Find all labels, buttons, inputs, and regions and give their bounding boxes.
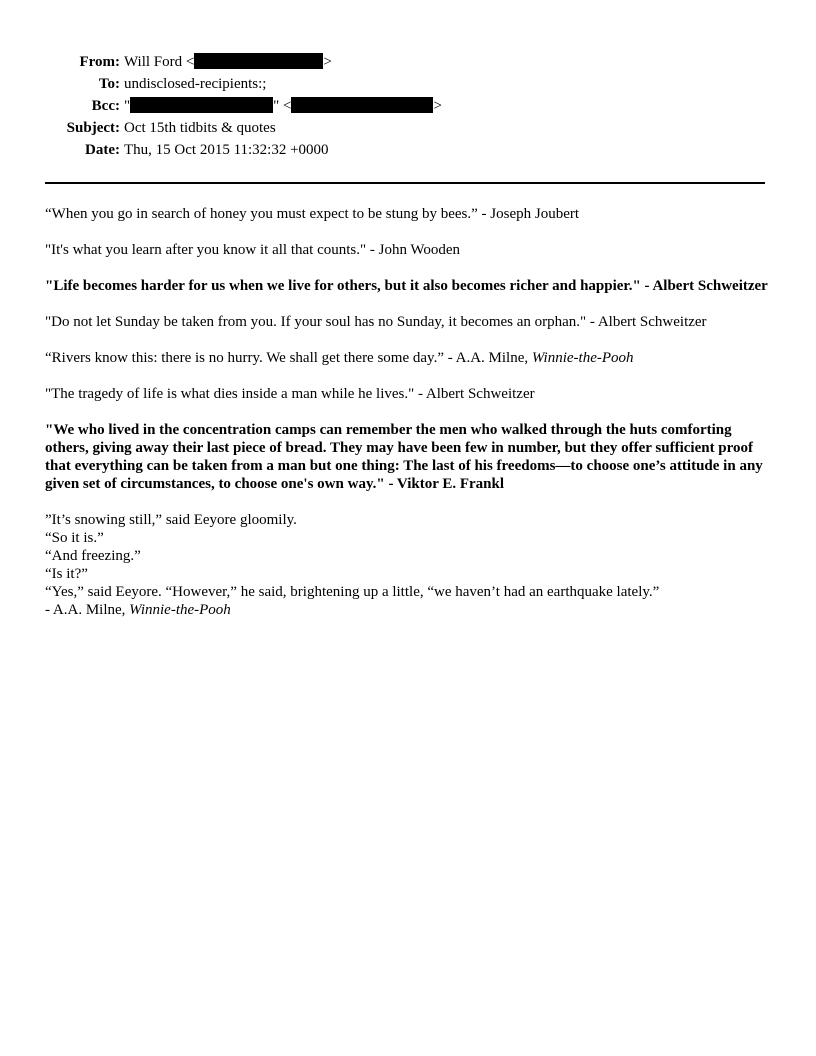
bcc-value: [124, 97, 442, 115]
email-headers: [45, 53, 442, 163]
date-value: Thu, 15 Oct 2015 11:32:32 +0000: [124, 142, 329, 158]
book-title: Winnie-the-Pooh: [129, 602, 231, 618]
book-title: Winnie-the-Pooh: [531, 350, 634, 366]
subject-value: Oct 15th tidbits & quotes: [124, 120, 276, 136]
dialogue-attribution: [45, 601, 770, 619]
quote-schweitzer-tragedy: "The tragedy of life is what dies inside a man while he lives." - Albert Schweitzer: [45, 386, 535, 402]
dialogue-line: “And freezing.”: [45, 548, 141, 564]
dialogue-attribution-text: - A.A. Milne,: [45, 602, 130, 618]
date-row: [45, 141, 442, 163]
quote-frankl: "We who lived in the concentration camps can remember the men who walked through the huts comforting others, giving away their last piece of bread. They may have been few in number, but they offer sufficient proof that everything can be taken from a man but one thing: The last of his freedoms—to choose one’s attitude in any given set of circumstances, to choose one's own way." - Viktor E. Frankl: [45, 422, 763, 492]
dialogue-line: “So it is.”: [45, 530, 104, 546]
redacted-name-block: [130, 97, 273, 113]
quote-milne-rivers: [45, 349, 770, 367]
bcc-row: [45, 97, 442, 119]
quote-wooden: "It's what you learn after you know it all that counts." - John Wooden: [45, 242, 461, 258]
dialogue-line: ”It’s snowing still,” said Eeyore gloomily.: [45, 512, 297, 528]
quote-milne-rivers-text: “Rivers know this: there is no hurry. We shall get there some day.” - A.A. Milne,: [45, 350, 532, 366]
from-row: [45, 53, 442, 75]
to-row: [45, 75, 442, 97]
subject-label: Subject:: [66, 120, 120, 136]
bcc-open-quote: ": [124, 98, 131, 114]
dialogue-line: “Is it?”: [45, 566, 88, 582]
redacted-email-block: [291, 97, 433, 113]
bcc-mid: " <: [273, 98, 292, 114]
to-label: To:: [98, 76, 120, 92]
from-value: [124, 53, 332, 71]
bcc-label: Bcc:: [91, 98, 120, 114]
date-label: Date:: [85, 142, 120, 158]
bcc-close: >: [433, 98, 442, 114]
quote-schweitzer-others: "Life becomes harder for us when we live for others, but it also becomes richer and happier." - Albert Schweitzer: [45, 278, 768, 294]
header-divider: [45, 182, 765, 184]
from-label: From:: [79, 54, 120, 70]
from-name: Will Ford <: [124, 54, 195, 70]
to-value: undisclosed-recipients:;: [124, 76, 267, 92]
dialogue-line: “Yes,” said Eeyore. “However,” he said, brightening up a little, “we haven’t had an earthquake lately.”: [45, 584, 660, 600]
quote-eeyore-dialogue: [45, 511, 770, 619]
subject-row: [45, 119, 442, 141]
quote-schweitzer-sunday: "Do not let Sunday be taken from you. If your soul has no Sunday, it becomes an orphan." - Albert Schweitzer: [45, 314, 707, 330]
redacted-email-block: [194, 53, 323, 69]
email-body: [45, 205, 770, 637]
from-close: >: [323, 54, 332, 70]
quote-joubert: “When you go in search of honey you must expect to be stung by bees.” - Joseph Joubert: [45, 206, 580, 222]
